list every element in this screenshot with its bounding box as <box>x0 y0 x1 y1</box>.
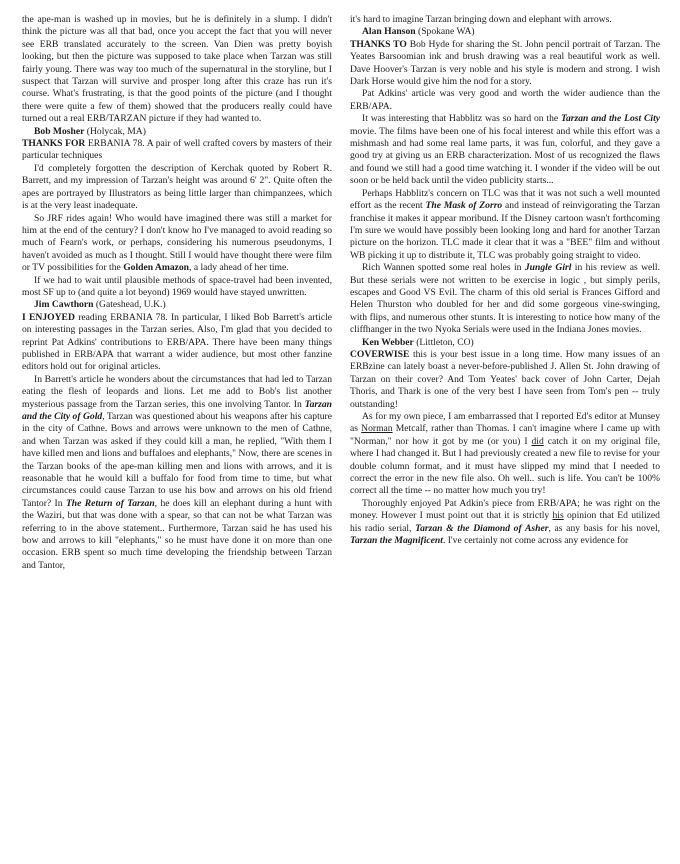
letter-paragraph <box>22 138 332 163</box>
body-text: and instead of reinvigorating the Tarzan franchise it makes it appear moribund. If the Disney cartoon wasn't forthcoming I'm sure we would have possibly been looking long and hard for another Tarzan picture on the horizon. TLC made it clear that it was a "BEE" film and without WB picking it up to distribute it, TLC was probably going straight to video. <box>350 200 660 261</box>
body-text: So JRF rides again! Who would have imagined there was still a market for him at the end of the century? I don't know ho I've managed to avoid reading so much of Fearn's work, or perhaps, considering his numerous pseudonyms, I haven't avoided as much as I thought. Still I would have thought there were film or TV possibilities for the <box>22 212 332 274</box>
work-title: Tarzan the Magnificent <box>350 535 443 547</box>
letter-paragraph <box>350 14 660 26</box>
work-title: Tarzan & the Diamond of Asher <box>415 522 549 534</box>
body-text: catch it on my original file, where I had changed it. But I had previously created a new file to revise for your double column format, and it must have slipped my mind that I needed to correct the error in the new file also. Oh well.. such is life. You can't be 100% correct all the time -- no matter how much you try! <box>350 435 660 497</box>
body-text: Perhaps Habblitz's concern on TLC was that it was not such a well mounted effort as the recent <box>350 187 660 212</box>
letter-paragraph <box>22 312 332 374</box>
letter-signature <box>22 299 332 311</box>
body-text: in his review as well. But these serials were not written to be exercise in logic , but simply perils, escapes and Good VS Evil. The charm of this old serial is Frances Gifford and Helen Thurston who doubled for her and did some gorgeous vine-swinging, with flips, and numerous other stunts. It is interesting to notice how many of the cliffhanger in the two Nyoka Serials were used in the Indiana Jones movies. <box>350 262 660 336</box>
letter-paragraph <box>350 262 660 336</box>
underlined-text: did <box>531 435 544 447</box>
body-text: the ape-man is washed up in movies, but he is definitely in a slump. I didn't think the picture was all that bad, once you accept the fact that you will never see ERB translated accurately to the screen. Van Dien was pretty boyish looking, but then the picture was supposed to take place when Tarzan was still fairly young. There was way too much of the supernatural in the storyline, but I suspect that Tarzan will survive and prosper long after this craze has run it's course. What's frustrating, is that the good points of the picture (and I thought there were quite a few of them) showed that the producers really could have turned out a real ERB/TARZAN picture if they had wanted to. <box>22 14 332 125</box>
signature-location: (Holycak, MA) <box>86 125 146 137</box>
body-text: I'd completely forgotten the description of Kerchak quoted by Robert R. Barrett, and my impression of Tarzan's height was around 6' 2". Quite often the apes are portrayed by Illustrators as being little larger than chimpanzees, which is at the very least inadequate. <box>22 162 332 212</box>
letter-paragraph <box>22 14 332 126</box>
right-column <box>350 14 660 864</box>
body-text: ERBANIA 78. A pair of well crafted covers by masters of their particular techniques <box>22 138 332 162</box>
signature-location: (Gateshead, U.K.) <box>95 299 166 311</box>
signature-name: Jim Cawthorn <box>34 299 94 311</box>
letter-paragraph <box>22 163 332 213</box>
body-text: movie. The films have been one of his focal interest and while this effort was a mishmash and had some real lame parts, it was fun, colorful, and they gave a good try at giving us an ERB characterization. Most of us recognized the flaws and found we still had a good time watching it. I wonder if the video will be out soon or be held back until the video publicity starts... <box>350 125 660 187</box>
body-text: , a lady ahead of her time. <box>189 262 289 274</box>
letter-paragraph <box>350 188 660 262</box>
body-text: Rich Wannen spotted some real holes in <box>362 262 525 274</box>
body-text: It was interesting that Habblitz was so hard on the <box>362 113 561 125</box>
body-text: reading ERBANIA 78. In particular, I liked Bob Barrett's article on interesting passages in the Tarzan series. Also, I'm glad that you decided to reprint Pat Adkins' contributions to ERB/APA. There have been many things published in ERB/APA that warrant a wider audience, but most other fanzine editors hold out for original articles. <box>22 311 332 373</box>
lead-in-text: THANKS TO <box>350 38 407 50</box>
body-text: , Tarzan was questioned about his weapons after his capture in the city of Cathne. Bows and arrows were unknown to the men of Cathne, and when Tarzan was asked if they could kill a man, he replied, "With them I have killed men and lions and buffaloes and elephants," Now, there are scenes in the Tarzan books of the ape-man killing men and lions with arrows, and it is reasonable that he would kill a buffalo for food from time to time, but what circumstances could cause Tarzan to use his bow and arrows on his old friend Tantor? In <box>22 411 332 509</box>
signature-location: (Spokane WA) <box>418 26 475 38</box>
letter-paragraph <box>350 411 660 498</box>
body-text: . I've certainly not come across any evidence for <box>442 535 629 547</box>
body-text: Pat Adkins' article was very good and worth the wider audience than the ERB/APA. <box>350 88 660 112</box>
body-text: As for my own piece, I am embarrassed that I reported Ed's editor at Munsey as <box>350 411 660 435</box>
letter-paragraph <box>350 349 660 411</box>
body-text: it's hard to imagine Tarzan bringing down and elephant with arrows. <box>350 14 612 25</box>
two-column-layout <box>22 14 660 864</box>
body-text: this is your best issue in a long time. How many issues of an ERBzine can lately boast a never-before-published J. Allen St. John drawing of Tarzan on their cover? And Tom Yeates' back cover of John Carter, Dejah Thoris, and Thark is one of the very best I have seen from Tom's pen -- truly outstanding! <box>350 348 660 410</box>
work-title: Tarzan and the City of Gold <box>22 398 332 422</box>
letter-paragraph <box>350 39 660 89</box>
signature-name: Bob Mosher <box>34 125 85 137</box>
letter-paragraph <box>22 374 332 573</box>
work-title: The Return of Tarzan <box>65 497 155 509</box>
signature-name: Ken Webber <box>362 336 414 348</box>
body-text: If we had to wait until plausible methods of space-travel had been invented, most SF up to (and quite a lot beyond) 1969 would have stayed unwritten. <box>22 274 332 298</box>
underlined-text: Norman <box>361 423 393 435</box>
body-text: , he does kill an elephant during a hunt with the Waziri, but that was done with a spear, so that can not be what Tarzan was referring to in the above statement.. Furthermore, Tarzan said he has used his bow and arrows to kill "elephants," so he must have done it on more than one occasion. ERB spent so much time developing the friendship between Tarzan and Tantor, <box>22 497 332 571</box>
body-text: Bob Hyde for sharing the St. John pencil portrait of Tarzan. The Yeates Barsoomian ink and brush drawing was a real beautiful work as well. Dave Hoover's Tarzan is very noble and his style is modern and strong. I wish Dark Horse would give him the nod for a story. <box>350 38 660 88</box>
lead-in-text: Golden Amazon <box>123 262 190 274</box>
body-text: Thoroughly enjoyed Pat Adkin's piece from ERB/APA; he was right on the money. However I must point out that it is strictly <box>350 497 660 522</box>
letter-paragraph <box>22 213 332 275</box>
work-title: The Mask of Zorro <box>425 200 503 212</box>
underlined-text: his <box>552 510 564 522</box>
left-column <box>22 14 332 864</box>
letter-signature <box>350 337 660 349</box>
body-text: In Barrett's article he wonders about the circumstances that had led to Tarzan eating the flesh of leopards and lions. Let me add to Bob's list another mysterious passage from the Tarzan series, this one involving Tantor. In <box>22 373 332 410</box>
lead-in-text: COVERWISE <box>350 348 410 360</box>
body-text: , as any basis for his novel, <box>548 522 660 534</box>
work-title: Jungle Girl <box>524 262 572 274</box>
body-text: opinion that Ed utilized his radio serial, <box>350 510 660 534</box>
signature-location: (Littleton, CO) <box>416 336 474 348</box>
body-text: Metcalf, rather than Thomas. I can't imagine where I came up with "Norman," nor how it got by me (or you) I <box>350 423 660 447</box>
letter-paragraph <box>350 113 660 187</box>
letter-signature <box>350 26 660 38</box>
lead-in-text: THANKS FOR <box>22 138 86 150</box>
signature-name: Alan Hanson <box>362 26 416 38</box>
work-title: Tarzan and the Lost City <box>561 113 660 125</box>
letter-paragraph <box>350 88 660 113</box>
letter-paragraph <box>350 498 660 548</box>
letter-signature <box>22 126 332 138</box>
lead-in-text: I ENJOYED <box>22 311 75 323</box>
letter-paragraph <box>22 275 332 300</box>
